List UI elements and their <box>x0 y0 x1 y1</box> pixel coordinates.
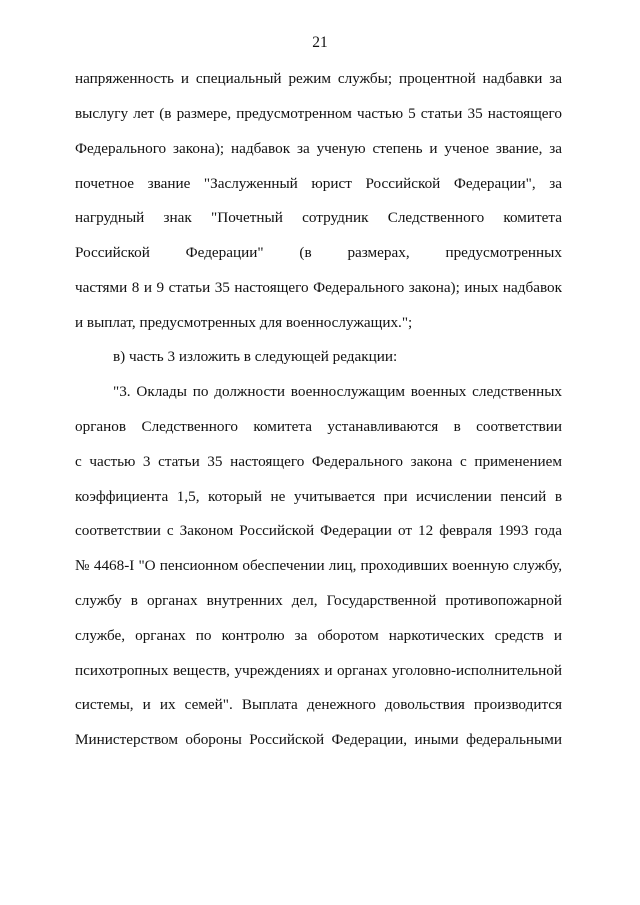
text-line-14: соответствии с Законом Российской Федерации от 12 февраля 1993 года <box>75 522 562 539</box>
text-line-12: с частью 3 статьи 35 настоящего Федерального закона с применением <box>75 453 562 470</box>
text-line-1: напряженность и специальный режим службы; процентной надбавки за <box>75 70 562 87</box>
text-line-10: "3. Оклады по должности военнослужащим военных следственных <box>113 383 562 400</box>
text-line-2: выслугу лет (в размере, предусмотренном частью 5 статьи 35 настоящего <box>75 105 562 122</box>
text-line-20: Министерством обороны Российской Федерации, иными федеральными <box>75 731 562 748</box>
text-line-8: и выплат, предусмотренных для военнослужащих."; <box>75 314 413 331</box>
text-line-6: Российской Федерации" (в размерах, предусмотренных <box>75 244 562 261</box>
text-line-9: в) часть 3 изложить в следующей редакции: <box>113 348 398 365</box>
text-line-18: психотропных веществ, учреждениях и органах уголовно-исполнительной <box>75 662 562 679</box>
page-number: 21 <box>312 34 328 51</box>
text-line-4: почетное звание "Заслуженный юрист Российской Федерации", за <box>75 175 562 192</box>
text-line-17: службе, органах по контролю за оборотом наркотических средств и <box>75 627 562 644</box>
text-line-15: № 4468-I "О пенсионном обеспечении лиц, проходивших военную службу, <box>75 557 562 574</box>
text-line-16: службу в органах внутренних дел, Государственной противопожарной <box>75 592 562 609</box>
text-line-7: частями 8 и 9 статьи 35 настоящего Федерального закона); иных надбавок <box>75 279 562 296</box>
text-line-5: нагрудный знак "Почетный сотрудник Следственного комитета <box>75 209 562 226</box>
text-line-19: системы, и их семей". Выплата денежного довольствия производится <box>75 696 562 713</box>
text-line-11: органов Следственного комитета устанавливаются в соответствии <box>75 418 562 435</box>
text-line-3: Федерального закона); надбавок за ученую степень и ученое звание, за <box>75 140 562 157</box>
text-line-13: коэффициента 1,5, который не учитывается при исчислении пенсий в <box>75 488 562 505</box>
